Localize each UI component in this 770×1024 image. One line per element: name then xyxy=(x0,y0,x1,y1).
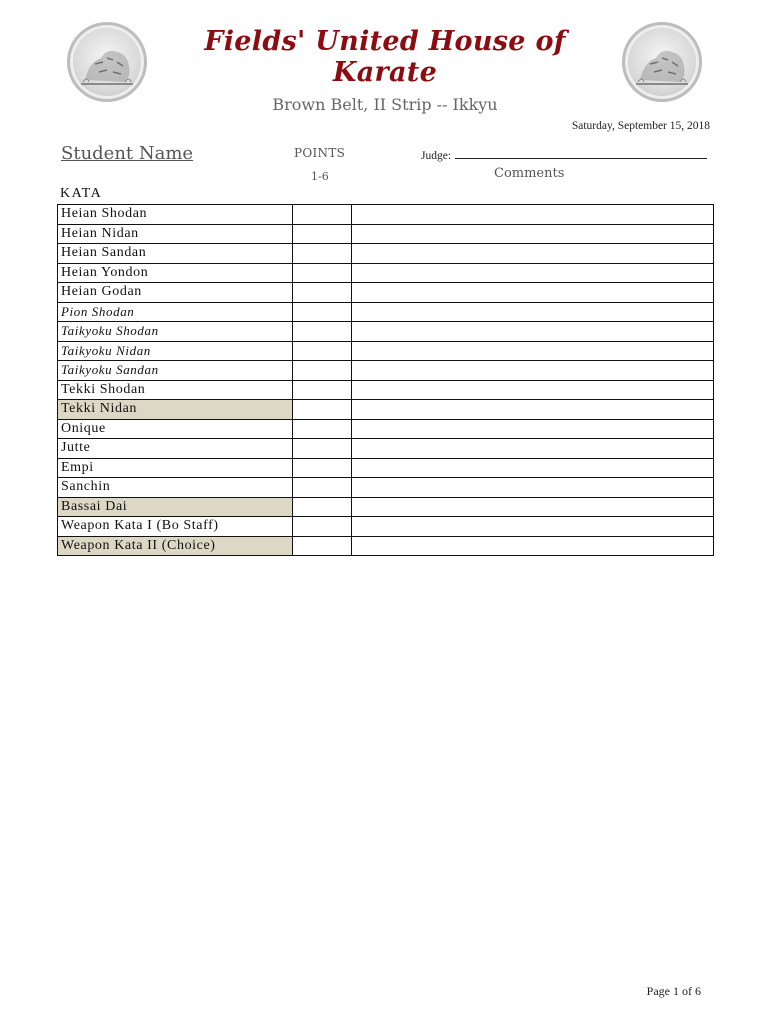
points-cell[interactable] xyxy=(293,419,352,439)
kata-row xyxy=(58,536,714,556)
points-range: 1-6 xyxy=(311,170,329,183)
kata-row xyxy=(58,341,714,361)
comments-header: Comments xyxy=(494,166,565,181)
points-header: POINTS xyxy=(294,146,346,160)
kata-name: Heian Sandan xyxy=(58,244,293,264)
comments-cell[interactable] xyxy=(352,380,714,400)
tiger-emblem-icon xyxy=(622,22,702,102)
kata-name: Heian Nidan xyxy=(58,224,293,244)
kata-row xyxy=(58,283,714,303)
kata-row xyxy=(58,263,714,283)
points-cell[interactable] xyxy=(293,478,352,498)
points-cell[interactable] xyxy=(293,302,352,322)
comments-cell[interactable] xyxy=(352,283,714,303)
kata-name: Sanchin xyxy=(58,478,293,498)
kata-name: Weapon Kata I (Bo Staff) xyxy=(58,517,293,537)
points-cell[interactable] xyxy=(293,283,352,303)
comments-cell[interactable] xyxy=(352,497,714,517)
kata-name: Bassai Dai xyxy=(58,497,293,517)
points-cell[interactable] xyxy=(293,361,352,381)
page-number: Page 1 of 6 xyxy=(646,984,701,998)
kata-name: Taikyoku Sandan xyxy=(58,361,293,381)
comments-cell[interactable] xyxy=(352,341,714,361)
section-label-kata: KATA xyxy=(60,186,103,201)
kata-row xyxy=(58,439,714,459)
kata-row xyxy=(58,458,714,478)
kata-row xyxy=(58,497,714,517)
event-date: Saturday, September 15, 2018 xyxy=(571,120,710,132)
comments-cell[interactable] xyxy=(352,517,714,537)
points-cell[interactable] xyxy=(293,439,352,459)
points-cell[interactable] xyxy=(293,205,352,225)
kata-name: Weapon Kata II (Choice) xyxy=(58,536,293,556)
comments-cell[interactable] xyxy=(352,419,714,439)
kata-table-body xyxy=(58,205,714,556)
kata-name: Heian Shodan xyxy=(58,205,293,225)
comments-cell[interactable] xyxy=(352,478,714,498)
kata-name: Taikyoku Nidan xyxy=(58,341,293,361)
kata-name: Tekki Shodan xyxy=(58,380,293,400)
judge-label: Judge: xyxy=(421,150,452,162)
comments-cell[interactable] xyxy=(352,224,714,244)
comments-cell[interactable] xyxy=(352,458,714,478)
points-cell[interactable] xyxy=(293,263,352,283)
belt-rank-subtitle: Brown Belt, II Strip -- Ikkyu xyxy=(272,95,498,114)
kata-row xyxy=(58,205,714,225)
kata-row xyxy=(58,400,714,420)
kata-row xyxy=(58,517,714,537)
points-cell[interactable] xyxy=(293,400,352,420)
kata-row xyxy=(58,478,714,498)
student-name-label: Student Name xyxy=(61,143,194,164)
comments-cell[interactable] xyxy=(352,361,714,381)
comments-cell[interactable] xyxy=(352,205,714,225)
kata-name: Heian Godan xyxy=(58,283,293,303)
points-cell[interactable] xyxy=(293,224,352,244)
kata-name: Jutte xyxy=(58,439,293,459)
kata-name: Heian Yondon xyxy=(58,263,293,283)
comments-cell[interactable] xyxy=(352,536,714,556)
kata-score-table xyxy=(57,204,714,556)
points-cell[interactable] xyxy=(293,380,352,400)
kata-row xyxy=(58,380,714,400)
judge-field[interactable] xyxy=(421,148,707,162)
points-cell[interactable] xyxy=(293,536,352,556)
kata-name: Tekki Nidan xyxy=(58,400,293,420)
kata-row xyxy=(58,322,714,342)
points-cell[interactable] xyxy=(293,458,352,478)
kata-name: Taikyoku Shodan xyxy=(58,322,293,342)
kata-row xyxy=(58,361,714,381)
points-cell[interactable] xyxy=(293,322,352,342)
kata-name: Pion Shodan xyxy=(58,302,293,322)
comments-cell[interactable] xyxy=(352,400,714,420)
comments-cell[interactable] xyxy=(352,322,714,342)
kata-row xyxy=(58,224,714,244)
comments-cell[interactable] xyxy=(352,244,714,264)
page-title: Fields' United House of Karate xyxy=(204,26,566,88)
kata-name: Empi xyxy=(58,458,293,478)
kata-row xyxy=(58,302,714,322)
kata-name: Onique xyxy=(58,419,293,439)
comments-cell[interactable] xyxy=(352,302,714,322)
points-cell[interactable] xyxy=(293,517,352,537)
comments-cell[interactable] xyxy=(352,439,714,459)
tiger-emblem-icon xyxy=(67,22,147,102)
points-cell[interactable] xyxy=(293,341,352,361)
points-cell[interactable] xyxy=(293,244,352,264)
judge-signature-line[interactable] xyxy=(455,148,707,159)
kata-row xyxy=(58,419,714,439)
points-cell[interactable] xyxy=(293,497,352,517)
comments-cell[interactable] xyxy=(352,263,714,283)
kata-row xyxy=(58,244,714,264)
